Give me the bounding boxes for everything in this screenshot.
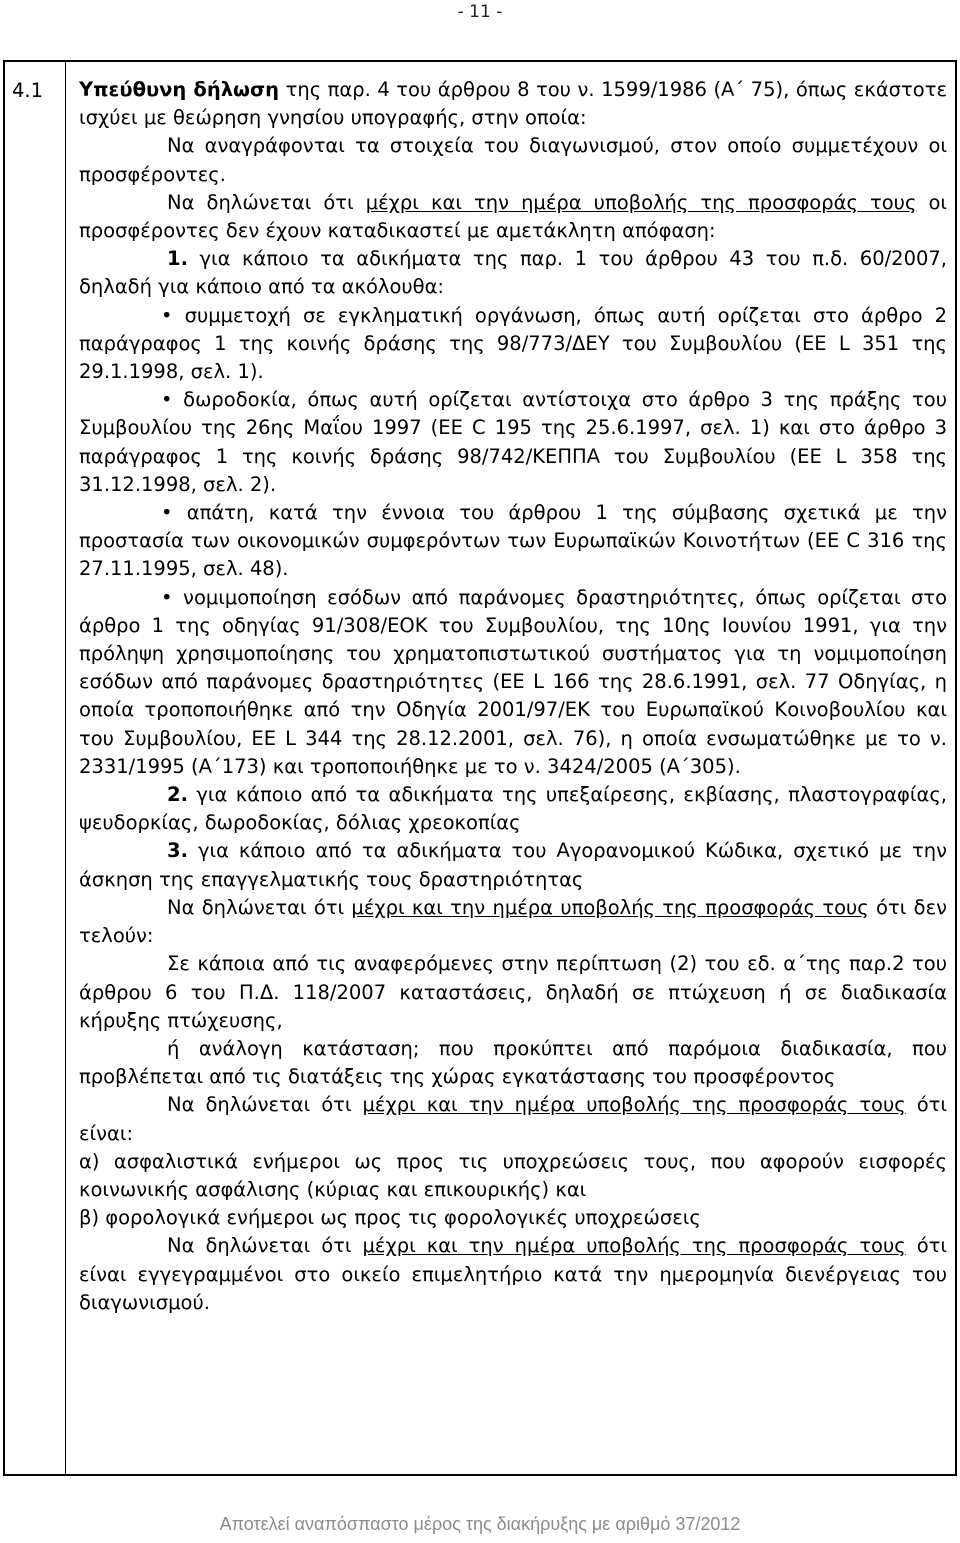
paragraph-competition-details: Να αναγράφονται τα στοιχεία του διαγωνισμού, στον οποίο συμμετέχουν οι προσφέροντες. <box>79 134 947 186</box>
item-2-text: για κάποιο από τα αδικήματα της υπεξαίρεσης, εκβίασης, πλαστογραφίας, ψευδορκίας, δωροδοκίας, δόλιας χρεοκοπίας <box>79 783 947 835</box>
declare-prefix: Να δηλώνεται ότι <box>167 1093 363 1117</box>
declare-rest: ότι είναι εγγεγραμμένοι στο οικείο επιμελητήριο κατά την ημερομηνία διενέργειας του διαγωνισμού. <box>79 1234 947 1314</box>
bullet-text: δωροδοκία, όπως αυτή ορίζεται αντίστοιχα στο άρθρο 3 της πράξης του Συμβουλίου της 26ης Μαΐου 1997 (ΕΕ C 195 της 25.6.1997, σελ. 1) και στο άρθρο 3 παράγραφος 1 της κοινής δράσης 98/742/ΚΕΠΠΑ του Συμβουλίου (ΕΕ L 358 της 31.12.1998, σελ. 2). <box>79 388 947 496</box>
bullet-item <box>79 386 947 499</box>
item-1-number: 1. <box>167 247 188 271</box>
declaration-table <box>3 60 957 1476</box>
heading-bold: Υπεύθυνη δήλωση <box>79 78 280 101</box>
declare-underlined: μέχρι και την ημέρα υποβολής της προσφοράς τους <box>362 1093 906 1117</box>
bullet-text: απάτη, κατά την έννοια του άρθρου 1 της σύμβασης σχετικά με την προστασία των οικονομικών συμφερόντων των Ευρωπαϊκών Κοινοτήτων (ΕΕ C 316 της 27.11.1995, σελ. 48). <box>79 501 947 581</box>
column-divider <box>65 62 66 1474</box>
bullet-item <box>79 499 947 584</box>
section-number: 4.1 <box>12 79 44 102</box>
item-2-number: 2. <box>167 783 188 807</box>
item-1 <box>79 245 947 301</box>
paragraph-not-in-state <box>79 894 947 950</box>
bullet-icon: • <box>161 303 173 327</box>
bullet-icon: • <box>161 388 173 412</box>
bullet-item <box>79 302 947 387</box>
section-content <box>79 76 947 1317</box>
item-3-number: 3. <box>167 839 188 863</box>
declare-rest: οι προσφέροντες δεν έχουν καταδικαστεί με αμετάκλητη απόφαση: <box>79 190 947 243</box>
bullet-item <box>79 584 947 781</box>
heading-rest: της παρ. 4 του άρθρου 8 του ν. 1599/1986 (Α΄ 75), όπως εκάστοτε ισχύει με θεώρηση γνησίου υπογραφής, στην οποία: <box>79 78 947 130</box>
footer-note: Αποτελεί αναπόσπαστο μέρος της διακήρυξης με αριθμό 37/2012 <box>219 1514 741 1534</box>
bullet-icon: • <box>161 585 173 609</box>
bullet-text: συμμετοχή σε εγκληματική οργάνωση, όπως αυτή ορίζεται στο άρθρο 2 παράγραφος 1 της κοινής δράσης της 98/773/ΔΕΥ του Συμβουλίου (ΕΕ L 351 της 29.1.1998, σελ. 1). <box>79 303 947 384</box>
paragraph-bankruptcy: Σε κάποια από τις αναφερόμενες στην περίπτωση (2) του εδ. α΄της παρ.2 του άρθρου 6 του Π.Δ. 118/2007 καταστάσεις, δηλαδή σε πτώχευση ή σε διαδικασία κήρυξης πτώχευσης, <box>79 952 947 1032</box>
paragraph-they-are <box>79 1091 947 1147</box>
paragraph-insurance: α) ασφαλιστικά ενήμεροι ως προς τις υποχρεώσεις τους, που αφορούν εισφορές κοινωνικής ασφάλισης (κύριας και επικουρικής) και <box>79 1149 947 1201</box>
declare-rest: ότι δεν τελούν: <box>79 895 948 948</box>
item-3 <box>79 837 947 893</box>
paragraph-chamber-registration <box>79 1232 947 1317</box>
declare-rest: ότι είναι: <box>79 1093 947 1145</box>
bullet-icon: • <box>161 501 173 525</box>
item-1-text: για κάποιο τα αδικήματα της παρ. 1 του άρθρου 43 του π.δ. 60/2007, δηλαδή για κάποιο από τα ακόλουθα: <box>79 247 947 299</box>
item-3-text: για κάποιο από τα αδικήματα του Αγορανομικού Κώδικα, σχετικό με την άσκηση της επαγγελματικής τους δραστηριότητας <box>79 839 947 891</box>
paragraph-no-conviction <box>79 189 947 245</box>
paragraph-similar-state: ή ανάλογη κατάσταση; που προκύπτει από παρόμοια διαδικασία, που προβλέπεται από τις διατάξεις της χώρας εγκατάστασης του προσφέροντος <box>79 1036 947 1089</box>
declare-underlined: μέχρι και την ημέρα υποβολής της προσφοράς τους <box>365 190 917 214</box>
section-heading <box>79 76 947 132</box>
item-2 <box>79 781 947 837</box>
declare-prefix: Να δηλώνεται ότι <box>167 190 366 214</box>
declare-underlined: μέχρι και την ημέρα υποβολής της προσφοράς τους <box>351 895 869 919</box>
declare-prefix: Να δηλώνεται ότι <box>167 1234 363 1258</box>
declare-prefix: Να δηλώνεται ότι <box>167 895 352 919</box>
page-number: - 11 - <box>457 2 503 22</box>
bullet-text: νομιμοποίηση εσόδων από παράνομες δραστηριότητες, όπως ορίζεται στο άρθρο 1 της οδηγίας 91/308/ΕΟΚ του Συμβουλίου, της 10ης Ιουνίου 1991, για την πρόληψη χρησιμοποίησης του χρηματοπιστωτικού συστήματος για τη νομιμοποίηση εσόδων από παράνομες δραστηριότητες (ΕΕ L 166 της 28.6.1991, σελ. 77 Οδηγίας, η οποία τροποποιήθηκε από την Οδηγία 2001/97/ΕΚ του Ευρωπαϊκού Κοινοβουλίου και του Συμβουλίου, ΕΕ L 344 της 28.12.2001, σελ. 76), η οποία ενσωματώθηκε με το ν. 2331/1995 (Α΄173) και τροποποιήθηκε με το ν. 3424/2005 (Α΄305). <box>79 585 948 778</box>
paragraph-tax: β) φορολογικά ενήμεροι ως προς τις φορολογικές υποχρεώσεις <box>79 1206 701 1230</box>
declare-underlined: μέχρι και την ημέρα υποβολής της προσφοράς τους <box>362 1234 906 1258</box>
